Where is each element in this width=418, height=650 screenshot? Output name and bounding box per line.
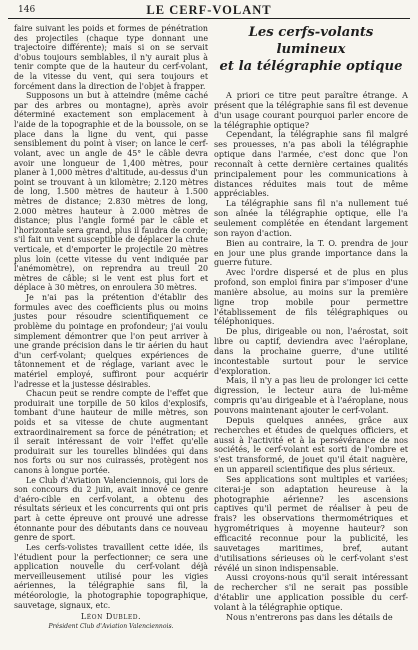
page-header <box>8 3 410 19</box>
left-column <box>14 24 208 631</box>
right-column <box>214 24 408 623</box>
paragraph: Depuis quelques années, grâce aux recherches et études de quelques officiers, et aussi à l'activité et à la persévérance de nos sociétés, le cerf-volant est sorti de l'ombre et s'est transformé, de jouet qu'il était naguère, en un appareil scientifique des plus sérieux. <box>214 414 408 475</box>
article-title <box>214 24 408 75</box>
journal-title: LE CERF-VOLANT <box>146 3 272 17</box>
paragraph: Nous n'entrerons pas dans les détails de <box>226 611 393 622</box>
author-title: Président Club d'Aviation Valenciennois. <box>48 622 174 630</box>
paragraph: Ses applications sont multiples et variées; citerai-je son adaptation heureuse à la photographie aérienne? les ascensions captives qu'il permet de réaliser à peu de frais? les observations thermométriques et hygrométriques à moyenne hauteur? son efficacité reconnue pour la publicité, les sauvetages maritimes, bref, autant d'utilisations sérieuses où le cerf-volant s'est révélé un sinon indispensable. <box>214 473 408 573</box>
header-rule <box>8 18 410 19</box>
paragraph: Les cerfs-volistes travaillent cette idée, ils l'étudient pour la perfectionner; ce sera une application nouvelle du cerf-volant déjà merveilleusement utilisé pour les vigies aériennes, la télégraphie sans fil, la météorologie, la photographie topographique, sauvetage, signaux, etc. <box>14 542 208 610</box>
paragraph: Avec l'ordre dispersé et de plus en plus profond, son emploi finira par s'imposer d'une manière absolue, au moins sur la première ligne trop mobile pour permettre l'établissement de fils télégraphiques ou téléphoniques. <box>214 267 408 327</box>
author-signature: Léon Dubled. <box>80 611 142 622</box>
paragraph: Mais, il n'y a pas lieu de prolonger ici cette digression, le lecteur aura de lui-même compris qu'au dirigeable et à l'aéroplane, nous pouvons maintenant ajouter le cerf-volant. <box>214 375 408 415</box>
paragraph: Bien au contraire, la T. O. prendra de jour en jour une plus grande importance dans la guerre future. <box>214 237 408 268</box>
paragraph: Aussi croyons-nous qu'il serait intéressant de rechercher s'il ne serait pas possible d'établir une application possible du cerf-volant à la télégraphie optique. <box>214 572 408 612</box>
paragraph: Chacun peut se rendre compte de l'effet que produirait une torpille de 50 kilos d'explosifs, tombant d'une hauteur de mille mètres, son poids et sa vitesse de chute augmentant extraordinairement sa force de pénétration; et il serait intéressant de voir l'effet qu'elle produirait sur les tourelles blindées qui dans nos forts ou sur nos cuirassés, protègent nos canons à longue portée. <box>14 389 208 476</box>
paragraph: Je n'ai pas la prétention d'établir des formules avec des coefficients plus ou moins justes pour résoudre scientifiquement ce problème du pointage en profondeur; j'ai voulu simplement démontrer que l'on peut arriver à une grande précision dans le tir aérien du haut d'un cerf-volant; quelques expériences de tâtonnement et de réglage, variant avec le matériel employé, suffiront pour acquérir l'adresse et la justesse désirables. <box>14 293 208 389</box>
article-title-line-1: Les cerfs-volants lumineux <box>248 25 374 57</box>
paragraph: Supposons un but à atteindre (même caché par des arbres ou montagne), après avoir déterminé exactement son emplacement à l'aide de la topographie et de la boussole, on se place dans la ligne du vent, qui passe sensiblement du point à viser; on lance le cerf-volant, avec un angle de 45° le câble devra avoir une longueur de 1,400 mètres, pour planer à 1,000 mètres d'altitude, au-dessus d'un point se trouvant à un kilomètre; 2.120 mètres de long, 1.500 mètres de hauteur à 1.500 mètres de distance; 2.830 mètres de long, 2.000 mètres hauteur à 2.000 mètres de distance; plus l'angle formé par le câble et l'horizontale sera grand, plus il faudra de corde; s'il fait un vent susceptible de déplacer la chute verticale, et d'emporter le projectile 20 mètres plus loin (cette vitesse du vent indiquée par l'anémomètre), on reprendra au treuil 20 mètres de câble; si le vent est plus fort et déplace à 30 mètres, on enroulera 30 mètres. <box>14 91 208 293</box>
page-number: 146 <box>18 5 36 15</box>
paragraph: De plus, dirigeable ou non, l'aérostat, soit libre ou captif, deviendra avec l'aéroplane, dans la prochaine guerre, d'une utilité incontestable surtout pour le service d'exploration. <box>214 326 408 376</box>
paragraph: Cependant, la télégraphie sans fil malgré ses prouesses, n'a pas aboli la télégraphie optique dans l'armée, c'est donc que l'on reconnaît à cette dernière certaines qualités principalement pour les communications à distances réduites mais tout de même appréciables. <box>214 129 408 199</box>
paragraph: Le Club d'Aviation Valenciennois, qui lors de son concours du 2 juin, avait innové ce genre d'aéro-cible en cerf-volant, a obtenu des résultats sérieux et les concurrents qui ont pris part à cette épreuve ont prouvé une adresse étonnante pour des débutants dans ce nouveau genre de sport. <box>14 475 208 543</box>
paragraph: faire suivant les poids et formes de pénétration des projectiles (chaque type donnant une trajectoire différente); mais si on se servait d'obus toujours semblables, il n'y aurait plus à tenir compte que de la hauteur du cerf-volant, de la vitesse du vent, qui sera toujours et forcément dans la direction de l'objet à frapper. <box>14 24 208 91</box>
article-title-line-2: et la télégraphie optique <box>219 59 403 74</box>
paragraph: A priori ce titre peut paraître étrange. A présent que la télégraphie sans fil est devenue d'un usage courant pourquoi parler encore de la télégraphie optique? <box>214 90 408 130</box>
paragraph: La télégraphie sans fil n'a nullement tué son aînée la télégraphie optique, elle l'a seulement complétée en étendant largement son rayon d'action. <box>214 198 408 238</box>
